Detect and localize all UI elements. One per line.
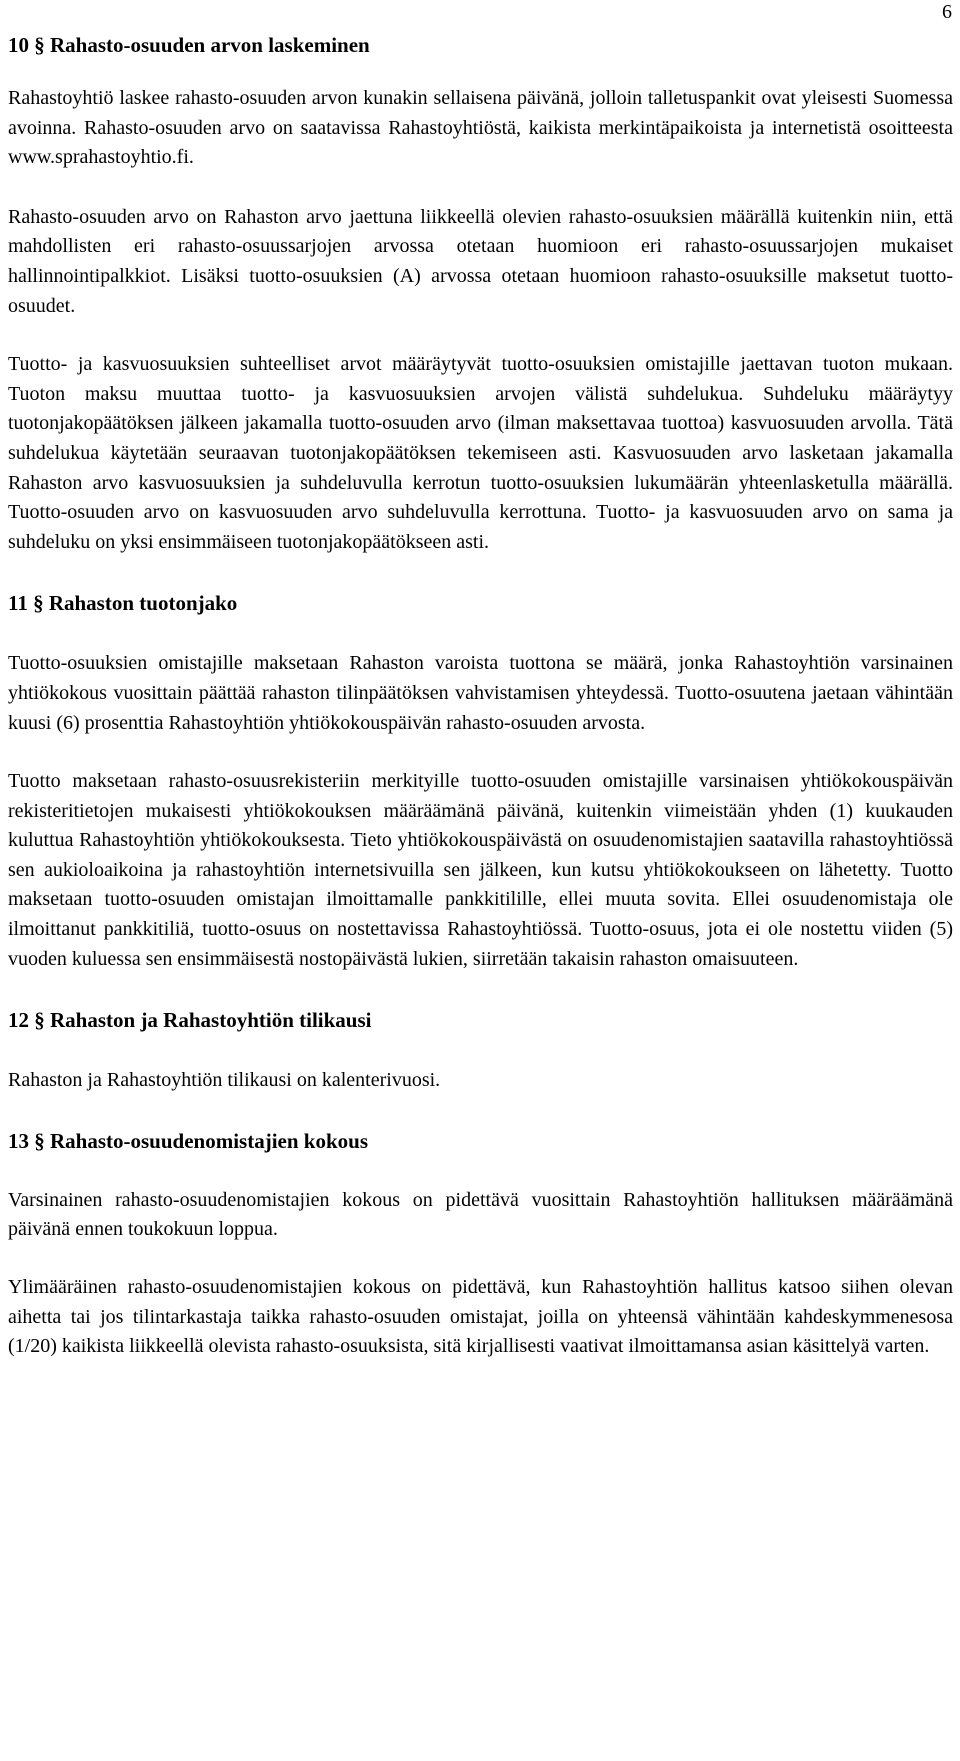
paragraph: Tuotto maksetaan rahasto-osuusrekisteriin merkityille tuotto-osuuden omistajille varsinaisen yhtiökokouspäivän rekisteritietojen mukaisesti yhtiökokouksen määräämänä päivänä, kuitenkin viimeistään yhden (1) kuukauden kuluttua Rahastoyhtiön yhtiökokouksesta. Tieto yhtiökokouspäivästä on osuudenomistajien saatavilla rahastoyhtiössä sen aukioloaikoina ja rahastoyhtiön internetsivuilla sen jälkeen, kun kutsu yhtiökokoukseen on lähetetty. Tuotto maksetaan tuotto-osuuden omistajan ilmoittamalle pankkitilille, ellei muuta sovita. Ellei osuudenomistaja ole ilmoittanut pankkitiliä, tuotto-osuus on nostettavissa Rahastoyhtiössä. Tuotto-osuus, jota ei ole nostettu viiden (5) vuoden kuluessa sen ensimmäisestä nostopäivästä lukien, siirretään takaisin rahaston omaisuuteen. — [8, 770, 953, 970]
section-13 — [8, 1126, 953, 1362]
paragraph: Varsinainen rahasto-osuudenomistajien kokous on pidettävä vuosittain Rahastoyhtiön hallituksen määräämänä päivänä ennen toukokuun loppua. — [8, 1188, 953, 1241]
section-heading-10: 10 § Rahasto-osuuden arvon laskeminen — [8, 33, 370, 57]
section-11 — [8, 588, 953, 974]
paragraph: Rahastoyhtiö laskee rahasto-osuuden arvon kunakin sellaisena päivänä, jolloin talletuspankit ovat yleisesti Suomessa avoinna. Rahasto-osuuden arvo on saatavissa Rahastoyhtiöstä, kaikista merkintäpaikoista ja internetistä osoitteesta www.sprahastoyhtio.fi. — [8, 87, 953, 169]
section-heading-12: 12 § Rahaston ja Rahastoyhtiön tilikausi — [8, 1008, 372, 1033]
page-number: 6 — [942, 1, 952, 23]
section-10 — [8, 30, 953, 557]
paragraph: Rahaston ja Rahastoyhtiön tilikausi on kalenterivuosi. — [8, 1069, 441, 1092]
section-12 — [8, 1005, 953, 1096]
paragraph: Tuotto- ja kasvuosuuksien suhteelliset arvot määräytyvät tuotto-osuuksien omistajille jaettavan tuoton mukaan. Tuoton maksu muuttaa tuotto- ja kasvuosuuksien arvojen välistä suhdelukua. Suhdeluku määräytyy tuotonjakopäätöksen jälkeen jakamalla tuotto-osuuden arvo (ilman maksettavaa tuottoa) kasvuosuuden arvolla. Tätä suhdelukua käytetään seuraavan tuotonjakopäätöksen tekemiseen asti. Kasvuosuuden arvo lasketaan jakamalla Rahaston arvo kasvuosuuksien ja suhdeluvulla kerrotun tuotto-osuuksien lukumäärän yhteenlasketulla määrällä. Tuotto-osuuden arvo on kasvuosuuden arvo suhdeluvulla kerrottuna. Tuotto- ja kasvuosuuden arvo on sama ja suhdeluku on yksi ensimmäiseen tuotonjakopäätökseen asti. — [8, 353, 953, 553]
document-body — [8, 30, 953, 1362]
paragraph: Ylimääräinen rahasto-osuudenomistajien kokous on pidettävä, kun Rahastoyhtiön hallitus katsoo siihen olevan aihetta tai jos tilintarkastaja taikka rahasto-osuuden omistajat, joilla on yhteensä vähintään kahdeskymmenesosa (1/20) kaikista liikkeellä olevista rahasto-osuuksista, sitä kirjallisesti vaativat ilmoittamansa asian käsittelyä varten. — [8, 1276, 953, 1358]
section-heading-13: 13 § Rahasto-osuudenomistajien kokous — [8, 1128, 368, 1153]
paragraph: Tuotto-osuuksien omistajille maksetaan Rahaston varoista tuottona se määrä, jonka Rahastoyhtiön varsinainen yhtiökokous vuosittain päättää rahaston tilinpäätöksen vahvistamisen yhteydessä. Tuotto-osuutena jaetaan vähintään kuusi (6) prosenttia Rahastoyhtiön yhtiökokouspäivän rahasto-osuuden arvosta. — [8, 652, 953, 734]
paragraph: Rahasto-osuuden arvo on Rahaston arvo jaettuna liikkeellä olevien rahasto-osuuksien määrällä kuitenkin niin, että mahdollisten eri rahasto-osuussarjojen arvossa otetaan huomioon eri rahasto-osuussarjojen mukaiset hallinnointipalkkiot. Lisäksi tuotto-osuuksien (A) arvossa otetaan huomioon rahasto-osuuksille maksetut tuotto-osuudet. — [8, 205, 953, 317]
section-heading-11: 11 § Rahaston tuotonjako — [8, 591, 238, 616]
